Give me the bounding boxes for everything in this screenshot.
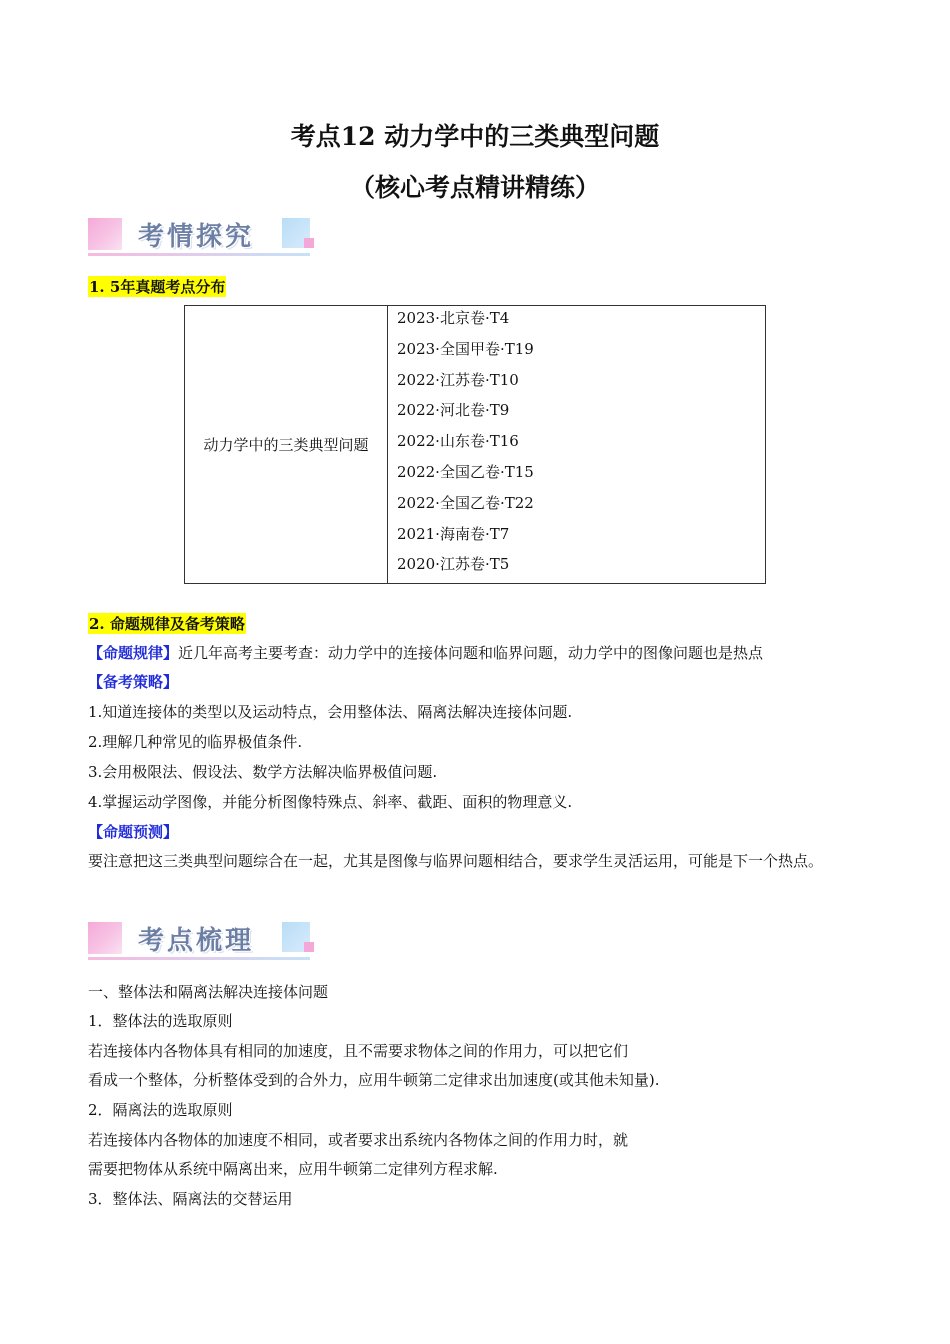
banner-underline xyxy=(88,253,310,256)
body-subheading: 3．整体法、隔离法的交替运用 xyxy=(88,1190,293,1208)
list-item: 2022·全国乙卷·T22 xyxy=(397,493,534,512)
rule-text: 近几年高考主要考查：动力学中的连接体问题和临界问题，动力学中的图像问题也是热点 xyxy=(178,644,764,662)
list-item: 2020·江苏卷·T5 xyxy=(397,555,510,574)
forecast-text: 要注意把这三类典型问题综合在一起，尤其是图像与临界问题相结合，要求学生灵活运用，可能是下一个热点。 xyxy=(88,852,824,870)
page-subtitle: （核心考点精讲精练） xyxy=(349,173,600,202)
rule-label: 【命题规律】 xyxy=(88,644,179,662)
list-item: 2022·全国乙卷·T15 xyxy=(397,462,534,481)
list-item: 2023·全国甲卷·T19 xyxy=(397,339,534,358)
list-item: 2022·山东卷·T16 xyxy=(397,432,519,451)
strategy-item: 2.理解几种常见的临界极值条件. xyxy=(88,733,303,751)
banner-decoration xyxy=(304,238,314,248)
section-banner-knowledge xyxy=(88,918,314,964)
strategy-label: 【备考策略】 xyxy=(88,673,179,691)
banner-decoration xyxy=(88,218,122,250)
body-subheading: 1．整体法的选取原则 xyxy=(88,1012,233,1030)
body-text: 看成一个整体，分析整体受到的合外力，应用牛顿第二定律求出加速度(或其他未知量). xyxy=(88,1071,660,1089)
list-item: 2021·海南卷·T7 xyxy=(397,524,510,543)
forecast-label: 【命题预测】 xyxy=(88,823,179,841)
body-text: 若连接体内各物体的加速度不相同，或者要求出系统内各物体之间的作用力时，就 xyxy=(88,1131,629,1149)
body-heading: 一、整体法和隔离法解决连接体问题 xyxy=(88,983,329,1001)
banner-decoration xyxy=(304,942,314,952)
table-years-cell xyxy=(388,306,766,584)
section-banner-exam-analysis xyxy=(88,214,314,260)
rule-paragraph xyxy=(88,643,763,663)
banner-label: 考点梳理 xyxy=(138,926,255,956)
list-item: 2023·北京卷·T4 xyxy=(397,309,510,327)
section-heading-strategy: 2. 命题规律及备考策略 xyxy=(89,615,245,633)
banner-label: 考情探究 xyxy=(138,222,255,252)
body-text: 若连接体内各物体具有相同的加速度，且不需要求物体之间的作用力，可以把它们 xyxy=(88,1042,629,1060)
body-text: 需要把物体从系统中隔离出来，应用牛顿第二定律列方程求解. xyxy=(88,1160,498,1178)
strategy-item: 4.掌握运动学图像，并能分析图像特殊点、斜率、截距、面积的物理意义. xyxy=(88,793,573,811)
banner-decoration xyxy=(88,922,122,954)
banner-underline xyxy=(88,957,310,960)
section-heading-distribution: 1. 5年真题考点分布 xyxy=(89,278,226,296)
body-subheading: 2．隔离法的选取原则 xyxy=(88,1101,233,1119)
strategy-item: 3.会用极限法、假设法、数学方法解决临界极值问题. xyxy=(88,763,438,781)
page-title: 考点12 动力学中的三类典型问题 xyxy=(290,122,660,151)
strategy-item: 1.知道连接体的类型以及运动特点，会用整体法、隔离法解决连接体问题. xyxy=(88,703,573,721)
list-item: 2022·河北卷·T9 xyxy=(397,401,510,420)
exam-distribution-table xyxy=(184,305,766,584)
table-topic-cell: 动力学中的三类典型问题 xyxy=(185,306,388,584)
list-item: 2022·江苏卷·T10 xyxy=(397,370,519,389)
